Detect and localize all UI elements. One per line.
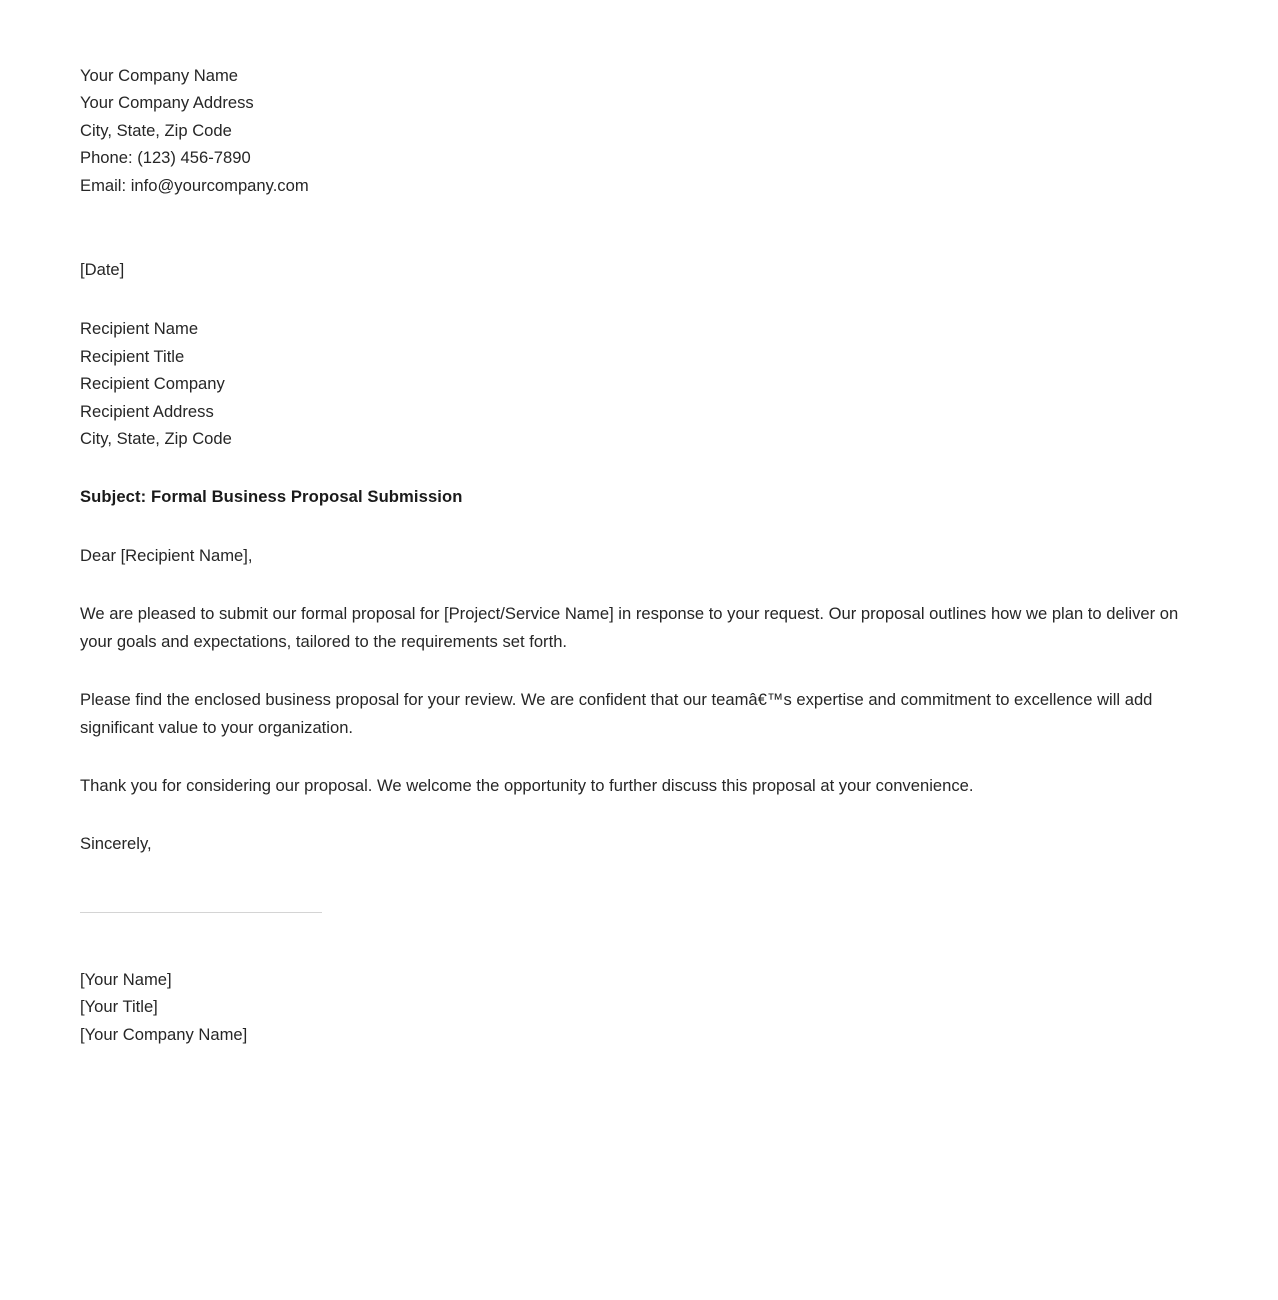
recipient-name: Recipient Name [80, 319, 199, 339]
salutation-block [80, 542, 1185, 569]
date-block [80, 256, 1185, 283]
date-placeholder: [Date] [80, 260, 125, 280]
signoff-company: [Your Company Name] [80, 1024, 248, 1044]
closing-salutation: Sincerely, [80, 834, 152, 854]
recipient-address: Recipient Address [80, 401, 214, 421]
letter-body [80, 62, 1185, 1048]
sender-phone: Phone: (123) 456-7890 [80, 148, 251, 168]
recipient-city-state-zip: City, State, Zip Code [80, 429, 232, 449]
salutation: Dear [Recipient Name], [80, 545, 253, 565]
body-paragraph-1: We are pleased to submit our formal proposal for [Project/Service Name] in response to your request. Our proposal outlines how we plan to deliver on your goals and expectations, tailored to the requirements set forth. [80, 604, 1179, 651]
subject-line: Subject: Formal Business Proposal Submission [80, 487, 463, 507]
sender-company-name: Your Company Name [80, 66, 239, 85]
signoff-block [80, 966, 1185, 1048]
sender-address-block [80, 62, 1185, 199]
recipient-title: Recipient Title [80, 346, 185, 366]
signoff-title: [Your Title] [80, 997, 158, 1017]
subject-block [80, 483, 1185, 510]
sender-city-state-zip: City, State, Zip Code [80, 120, 232, 140]
body-paragraph-3: Thank you for considering our proposal. We welcome the opportunity to further discuss this proposal at your convenience. [80, 775, 974, 795]
signature-line [80, 912, 322, 913]
sender-email: Email: info@yourcompany.com [80, 175, 309, 195]
signoff-name: [Your Name] [80, 969, 172, 989]
sender-company-address: Your Company Address [80, 93, 254, 113]
closing-block [80, 830, 1185, 857]
recipient-company: Recipient Company [80, 374, 225, 394]
recipient-address-block [80, 315, 1185, 452]
body-paragraph-2: Please find the enclosed business proposal for your review. We are confident that our teamâ€™s expertise and commitment to excellence will add significant value to your organization. [80, 690, 1153, 737]
